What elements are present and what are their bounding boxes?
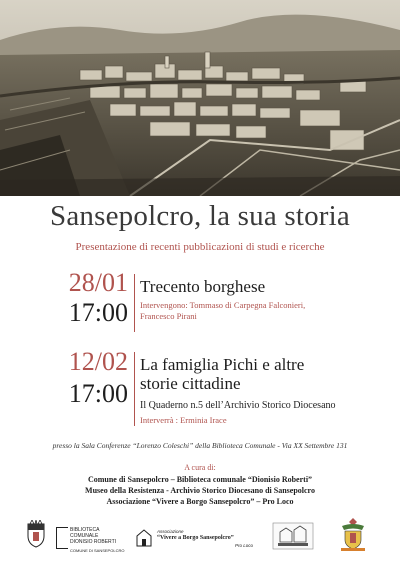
- event-2-title-line1: La famiglia Pichi e altre: [140, 355, 305, 374]
- association-emblem-icon: [135, 528, 153, 548]
- event-1-speakers-line1: Intervengono: Tommaso di Carpegna Falconieri,: [140, 300, 306, 310]
- library-logo-mark: [56, 527, 68, 549]
- page-subtitle: Presentazione di recenti pubblicazioni di studi e ricerche: [75, 241, 325, 253]
- event-2-speaker: Interverrà : Erminia Irace: [140, 415, 227, 425]
- library-logo-line3: COMUNE DI SANSEPOLCRO: [70, 548, 125, 553]
- event-2-time: 17:00: [68, 379, 128, 408]
- event-1-speakers-line2: Francesco Pirani: [140, 311, 197, 321]
- library-logo-line1: BIBLIOTECA COMUNALE: [70, 527, 100, 539]
- organizer-line-3: Associazione “Vivere a Borgo Sansepolcro” – Pro Loco: [106, 497, 294, 506]
- event-1-divider: [134, 274, 135, 332]
- association-logo-line3: Pro Loco: [235, 543, 254, 548]
- event-1-time: 17:00: [68, 298, 128, 327]
- event-1-title: Trecento borghese: [140, 277, 266, 296]
- library-logo: [56, 527, 126, 551]
- event-2-divider: [134, 352, 135, 426]
- organizer-line-1: Comune di Sansepolcro – Biblioteca comunale “Dionisio Roberti”: [87, 475, 313, 484]
- event-2-title-line2: storie cittadine: [140, 374, 241, 393]
- diocese-crest-logo: [338, 518, 368, 556]
- organizer-line-2: Museo della Resistenza - Archivio Storico Diocesano di Sansepolcro: [85, 486, 315, 495]
- organizers-label: A cura di:: [184, 463, 216, 472]
- association-logo-line1: Associazione: [157, 529, 184, 534]
- page-title: Sansepolcro, la sua storia: [50, 200, 350, 232]
- museum-archive-logo: [272, 522, 314, 554]
- venue-text: presso la Sala Conferenze “Lorenzo Coleschi” della Biblioteca Comunale - Via XX Settembre 131: [52, 441, 348, 450]
- event-2-subtitle: Il Quaderno n.5 dell’Archivio Storico Diocesano: [140, 400, 336, 411]
- aerial-town-photo: [0, 0, 400, 196]
- association-logo: [135, 528, 265, 550]
- association-logo-line2: “Vivere a Borgo Sansepolcro”: [157, 535, 234, 541]
- event-1-date: 28/01: [68, 268, 128, 297]
- library-logo-line2: DIONISIO ROBERTI: [70, 539, 117, 545]
- comune-crest-logo: [26, 520, 46, 552]
- event-2-date: 12/02: [68, 347, 128, 376]
